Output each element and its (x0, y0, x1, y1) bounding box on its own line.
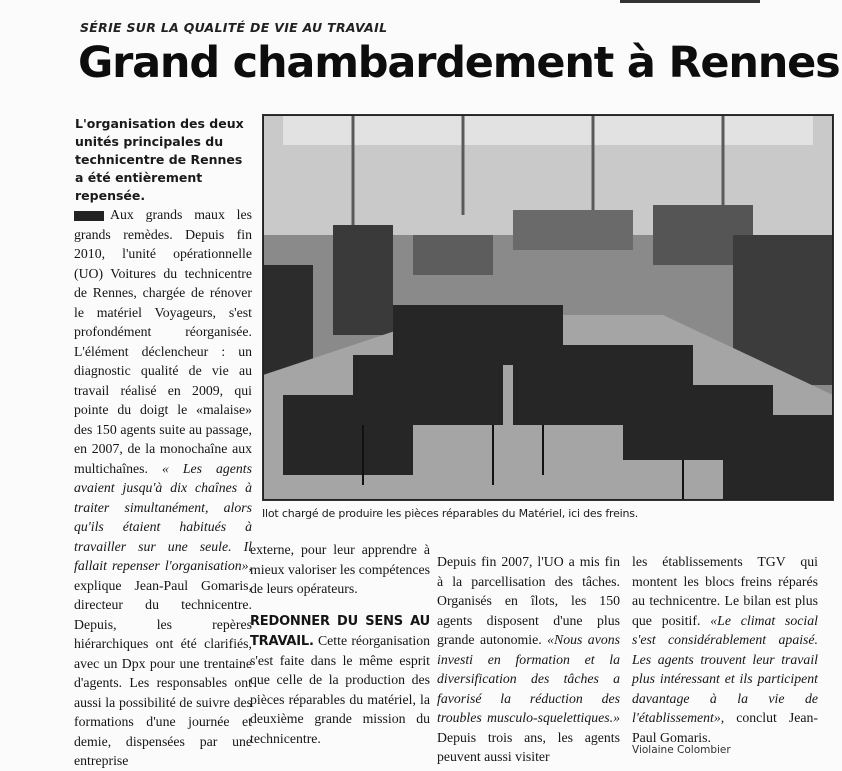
col4-quote: «Le climat social s'est considérablement apaisé. Les agents trouvent leur travail plus intéressant et ils participent davantage à la vie de l'établissement», (632, 612, 818, 725)
top-rule (620, 0, 760, 3)
col1-quote: « Les agents avaient jusqu'à dix chaînes à traiter simultanément, alors qu'ils étaient habitués à travailler sur une seule. Il fallait repenser l'organisation», (74, 460, 252, 573)
section-subhead: REDONNER DU SENS AU TRAVAIL. (250, 613, 430, 649)
col2-after: Cette réorganisation s'est faite dans le même esprit que celle de la production des pièces réparables du matériel, la deuxième grande mission du technicentre. (250, 632, 430, 746)
col4-after: conclut Jean-Paul Gomaris. (632, 710, 819, 745)
col3-text: Depuis fin 2007, l'UO a mis fin à la parcellisation des tâches. Organisés en îlots, les 150 agents disposent d'une plus grande autonomie. (437, 554, 620, 647)
col3-after: Depuis trois ans, les agents peuvent aussi visiter (437, 729, 620, 764)
col1-text: Aux grands maux les grands remèdes. Depuis fin 2010, l'unité opérationnelle (UO) Voitures du technicentre de Rennes, chargée de rénover le matériel Voyageurs, s'est profondément réorganisée. L'élément déclencheur : un diagnostic qualité de vie au travail réalisé en 2009, qui pointe du doigt le «malaise» des 150 agents suite au passage, en 2007, de la monochaîne aux multichaînes. (74, 207, 252, 476)
col4-text: les établissements TGV qui montent les blocs freins réparés au technicentre. Le bilan est plus que positif. (632, 554, 818, 628)
article-column-1 (74, 205, 252, 771)
col2-text: externe, pour leur apprendre à mieux valoriser les compétences de leurs opérateurs. (250, 542, 430, 596)
article-standfirst: L'organisation des deux unités principales du technicentre de Rennes a été entièrement repensée. (75, 116, 244, 203)
article-column-2 (250, 540, 430, 748)
article-headline: Grand chambardement à Rennes (78, 38, 840, 88)
article-byline: Violaine Colombier (632, 744, 731, 756)
photo-caption: Ilot chargé de produire les pièces réparables du Matériel, ici des freins. (262, 507, 639, 520)
workshop-photo (262, 114, 834, 501)
col1-after: explique Jean-Paul Gomaris, directeur du technicentre. Depuis, les repères hiérarchiques ont été clarifiés, avec un Dpx pour une trentaine d'agents. Les responsables ont aussi la possibilité de suivre des formations d'une journée et demie, dispensées par une entreprise (74, 577, 252, 768)
col3-quote: «Nous avons investi en formation et la diversification des tâches a favorisé la réduction des troubles musculo-squelettiques.» (437, 632, 620, 725)
article-column-3 (437, 552, 620, 767)
article-column-4 (632, 552, 818, 747)
lead-marker (74, 211, 104, 221)
article-kicker: SÉRIE SUR LA QUALITÉ DE VIE AU TRAVAIL (80, 20, 388, 35)
workshop-photo-graphic (263, 115, 833, 500)
